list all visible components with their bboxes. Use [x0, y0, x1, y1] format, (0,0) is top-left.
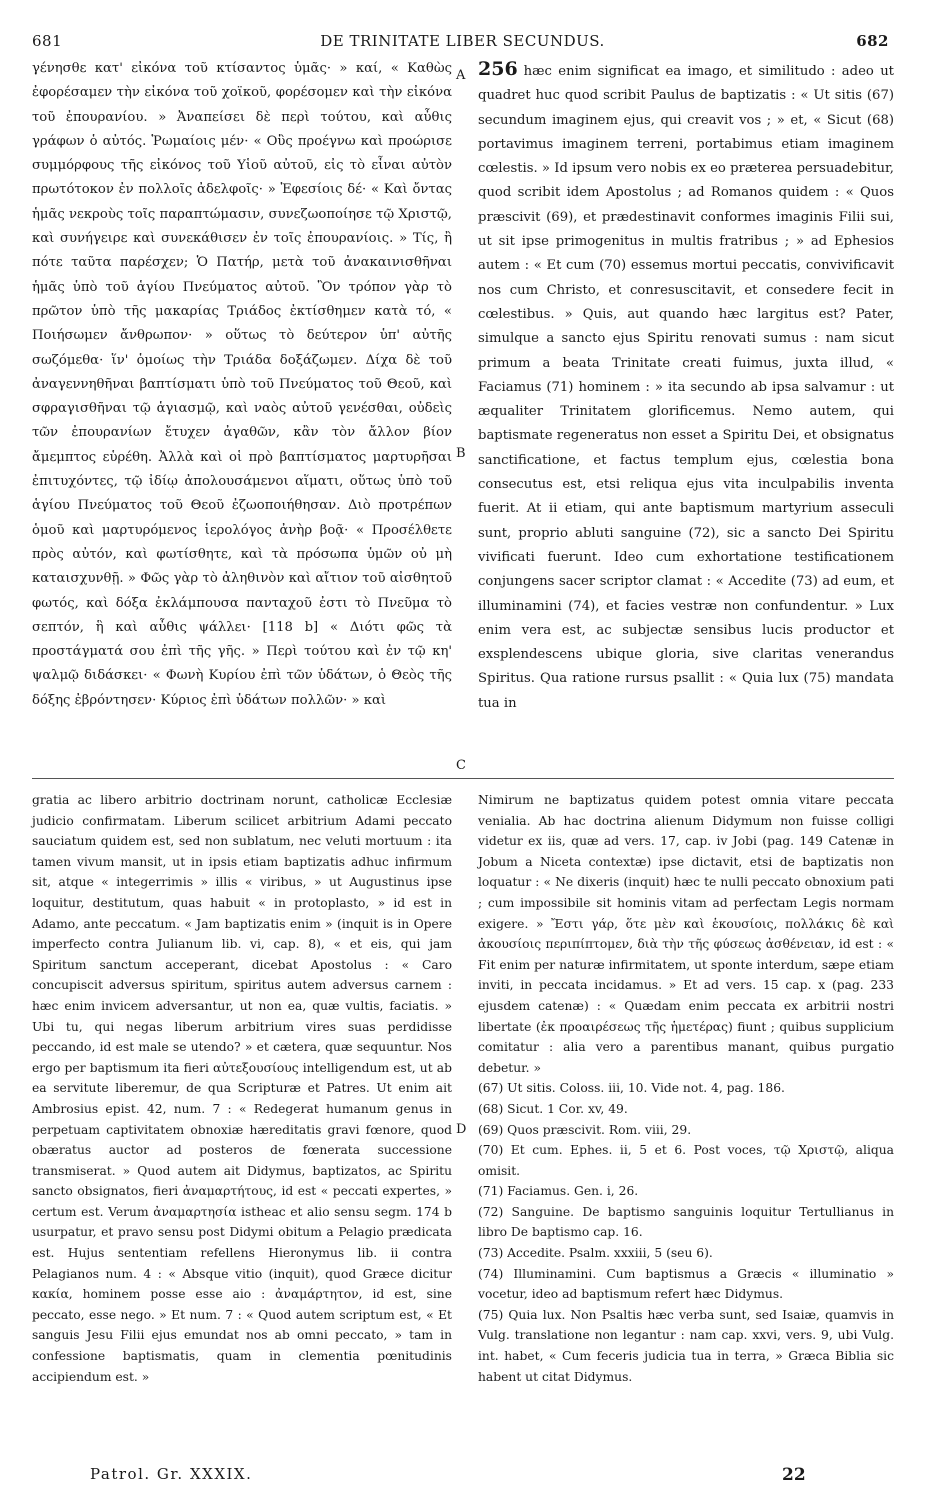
- section-number: 256: [478, 58, 518, 80]
- margin-marker-d: D: [456, 1122, 467, 1137]
- margin-marker-a: A: [456, 68, 466, 83]
- footnote: (70) Et cum. Ephes. ii, 5 et 6. Post voces, τῷ Χριστῷ, aliqua omisit.: [478, 1143, 894, 1178]
- commentary-right-intro: Nimirum ne baptizatus quidem potest omnia vitare peccata venialia. Ab hac doctrina alienum Didymum non fuisse colligi videtur ex iis, quæ ad vers. 17, cap. iv Jobi (pag. 149 Catenæ in Jobum a Niceta contextæ) ipse dictavit, etsi de baptizatis non loquatur : « Ne dixeris (inquit) hæc te nulli peccato obnoxium pati ; cum impossibile sit hominis vitam ad perfectam Legis normam exigere. » Ἔστι γάρ, ὅτε μὲν καὶ ἑκουσίοις, πολλάκις δὲ καὶ ἀκουσίοις περιπίπτομεν, διὰ τὴν τῆς φύσεως ἀσθένειαν, id est : « Fit enim per naturæ infirmitatem, ut sponte interdum, sæpe etiam inviti, in peccata incidamus. » Et ad vers. 15 cap. x (pag. 233 ejusdem catenæ) : « Quædam enim peccata ex arbitrii nostri libertate (ἐκ προαιρέσεως τῆς ἡμετέρας) fiunt ; quibus supplicium comitatur : alia vero a parentibus manant, quibus purgatio debetur. »: [478, 793, 894, 1075]
- footnote: (73) Accedite. Psalm. xxxiii, 5 (seu 6).: [478, 1246, 713, 1261]
- latin-text-column: [478, 57, 894, 716]
- footnote: (75) Quia lux. Non Psaltis hæc verba sunt, sed Isaiæ, quamvis in Vulg. translatione non legantur : nam cap. xxvi, vers. 9, ubi Vulg. int. habet, « Cum feceris judicia tua in terra, » Græca Biblia sic habent ut citat Didymus.: [478, 1307, 894, 1384]
- footer-volume: Patrol. Gr. XXXIX.: [90, 1465, 253, 1483]
- left-page-number: 681: [32, 32, 63, 50]
- commentary-right-column: [478, 790, 894, 1387]
- greek-text-column: γένησθε κατ' εἰκόνα τοῦ κτίσαντος ὑμᾶς· » καί, « Καθὼς ἐφορέσαμεν τὴν εἰκόνα τοῦ χοϊκοῦ, φορέσομεν καὶ τὴν εἰκόνα τοῦ ἐπουρανίου. » Ἀναπείσει δὲ περὶ τούτου, καὶ αὖθις γράφων ὁ αὐτός. Ῥωμαίοις μέν· « Οὓς προέγνω καὶ προώρισε συμμόρφους τῆς εἰκόνος τοῦ Υἱοῦ αὐτοῦ, εἰς τὸ εἶναι αὐτὸν πρωτότοκον ἐν πολλοῖς ἀδελφοῖς· » Ἐφεσίοις δέ· « Καὶ ὄντας ἡμᾶς νεκροὺς τοῖς παραπτώμασιν, συνεζωοποίησε τῷ Χριστῷ, καὶ συνήγειρε καὶ συνεκάθισεν ἐν τοῖς ἐπουρανίοις. » Τίς, ἢ πότε ταῦτα παρέσχεν; Ὁ Πατήρ, μετὰ τοῦ ἀνακαινισθῆναι ἡμᾶς ὑπὸ τοῦ ἁγίου Πνεύματος αὐτοῦ. Ὃν τρόπον γὰρ τὸ πρῶτον ὑπὸ τῆς μακαρίας Τριάδος ἐκτίσθημεν κατὰ τό, « Ποιήσωμεν ἄνθρωπον· » οὕτως τὸ δεύτερον ὑπ' αὐτῆς σωζόμεθα· ἵν' ὁμοίως τὴν Τριάδα δοξάζωμεν. Δίχα δὲ τοῦ ἀναγεννηθῆναι βαπτίσματι ὑπὸ τοῦ Πνεύματος τοῦ Θεοῦ, καὶ σφραγισθῆναι τῷ ἁγιασμῷ, καὶ ναὸς αὐτοῦ γενέσθαι, οὐδεὶς τῶν ἐπουρανίων ἔτυχεν ἀγαθῶν, κἂν τὸν ἄλλον βίον ἄμεμπτος εὑρέθη. Ἀλλὰ καὶ οἱ πρὸ βαπτίσματος μαρτυρῆσαι ἐπιτυχόντες, τῷ ἰδίῳ ἀπολουσάμενοι αἵματι, οὕτως ὑπὸ τοῦ ἁγίου Πνεύματος τοῦ Θεοῦ ἐζωοποιήθησαν. Διὸ προτρέπων ὁμοῦ καὶ μαρτυρόμενος ἱερολόγος ἀνὴρ βοᾷ· « Προσέλθετε πρὸς αὐτόν, καὶ φωτίσθητε, καὶ τὰ πρόσωπα ὑμῶν οὐ μὴ καταισχυνθῇ. » Φῶς γὰρ τὸ ἀληθινὸν καὶ αἴτιον τοῦ αἰσθητοῦ φωτός, καὶ δόξα ἐκλάμπουσα πανταχοῦ ἐστι τὸ Πνεῦμα τὸ σεπτόν, ἣ καὶ αὖθις ψάλλει· [118 b] « Διότι φῶς τὰ προστάγματά σου ἐπὶ τῆς γῆς. » Περὶ τούτου καὶ ἐν τῷ κη' ψαλμῷ διδάσκει· « Φωνὴ Κυρίου ἐπὶ τῶν ὑδάτων, ὁ Θεὸς τῆς δόξης ἐβρόντησεν· Κύριος ἐπὶ ὑδάτων πολλῶν· » καὶ: [32, 61, 452, 708]
- margin-marker-b: B: [456, 446, 466, 461]
- footnote: (68) Sicut. 1 Cor. xv, 49.: [478, 1101, 628, 1116]
- running-title: DE TRINITATE LIBER SECUNDUS.: [320, 32, 605, 50]
- margin-marker-c: C: [456, 758, 466, 773]
- right-page-number: 682: [856, 32, 889, 50]
- footnote: (74) Illuminamini. Cum baptismus a Græcis « illuminatio » vocetur, ideo ad baptismum refert hæc Didymus.: [478, 1266, 894, 1302]
- commentary-left-column: gratia ac libero arbitrio doctrinam norunt, catholicæ Ecclesiæ judicio confirmatam. Liberum scilicet arbitrium Adami peccato sauciatum quidem est, sed non sublatum, nec veluti mortuum : ita tamen vivum mansit, ut in ipsis etiam baptizatis adhuc infirmum sit, atque « integerrimis » illis « viribus, » ut Augustinus ipse loquitur, destitutum, quas habuit « in protoplasto, » id est in Adamo, ante peccatum. « Jam baptizatis enim » (inquit is in Opere imperfecto contra Julianum lib. vi, cap. 8), « et eis, qui jam Spiritum sanctum acceperant, dicebat Apostolus : « Caro concupiscit adversus spiritum, spiritus autem adversus carnem : hæc enim invicem adversantur, ut non ea, quæ vultis, faciatis. » Ubi tu, qui negas liberum arbitrium vires suas perdidisse peccando, id est male se utendo? » et cætera, quæ sequuntur. Nos ergo per baptismum ita fieri αὐτεξουσίους intelligendum est, ut ab ea servitute liberemur, de qua Scripturæ et Patres. Ut enim ait Ambrosius epist. 42, num. 7 : « Redegerat humanum genus in perpetuam captivitatem obnoxiæ hæreditatis gravi fœnore, quod obæratus auctor ad posteros de fœnerata successione transmiserat. » Quod autem ait Didymus, baptizatos, ac Spiritu sancto obsignatos, fieri ἀναμαρτήτους, id est « peccati expertes, » certum est. Verum ἀναμαρτησία istheac et alio sensu segm. 174 b usurpatur, et pravo sensu post Didymi obitum a Pelagio prædicata est. Hujus sententiam refellens Hieronymus lib. ii contra Pelagianos num. 4 : « Absque vitio (inquit), quod Græce dicitur κακία, hominem posse esse aio : ἀναμάρτητον, id est, sine peccato, esse nego. » Et num. 7 : « Quod autem scriptum est, « Et sanguis Jesu Filii ejus emundat nos ab omni peccato, » tam in confessione baptismatis, quam in clementia pœnitudinis accipiendum est. »: [32, 793, 452, 1384]
- footnote: (69) Quos præscivit. Rom. viii, 29.: [478, 1122, 692, 1137]
- footer-signature: 22: [782, 1465, 806, 1485]
- footnote: (67) Ut sitis. Coloss. iii, 10. Vide not. 4, pag. 186.: [478, 1081, 785, 1096]
- section-divider: [32, 778, 894, 779]
- footnote: (71) Faciamus. Gen. i, 26.: [478, 1184, 639, 1199]
- footnote: (72) Sanguine. De baptismo sanguinis loquitur Tertullianus in libro De baptismo cap. 16.: [478, 1204, 894, 1240]
- latin-text: hæc enim significat ea imago, et similitudo : adeo ut quadret huc quod scribit Paulus de baptizatis : « Ut sitis (67) secundum imaginem ejus, qui creavit vos ; » et, « Sicut (68) portavimus imaginem terreni, portabimus etiam imaginem cœlestis. » Id ipsum vero nobis ex eo præterea persuadebitur, quod scribit idem Apostolus ; ad Romanos quidem : « Quos præscivit (69), et prædestinavit conformes imaginis Filii sui, ut sit ipse primogenitus in multis fratribus ; » ad Ephesios autem : « Et cum (70) essemus mortui peccatis, convivificavit nos cum Christo, et conresuscitavit, et consedere fecit in cœlestibus. » Quis, aut quando hæc largitus est? Pater, simulque a sancto ejus Spiritu renovati sumus : nam sicut primum a beata Trinitate creati fuimus, juxta illud, « Faciamus (71) hominem : » ita secundo ab ipsa salvamur : ut æqualiter Trinitatem glorificemus. Nemo autem, qui baptismate regeneratus non esset a Spiritu Dei, et obsignatus sanctificatione, et factus templum ejus, cœlestia bona consecutus est, etsi reliqua ejus vita inculpabilis inventa fuerit. At ii etiam, qui ante baptismum martyrium asseculi sunt, proprio abluti sanguine (72), sic a sancto Dei Spiritu vivificati fuerunt. Ideo cum exhortatione testificationem conjungens sacer scriptor clamat : « Accedite (73) ad eum, et illuminamini (74), et facies vestræ non confundentur. » Lux enim vera est, ac subjectæ sensibus lucis productor et exsplendescens ubique gloria, sive claritas venerandus Spiritus. Qua ratione rursus psallit : « Quia lux (75) mandata tua in: [478, 64, 894, 711]
